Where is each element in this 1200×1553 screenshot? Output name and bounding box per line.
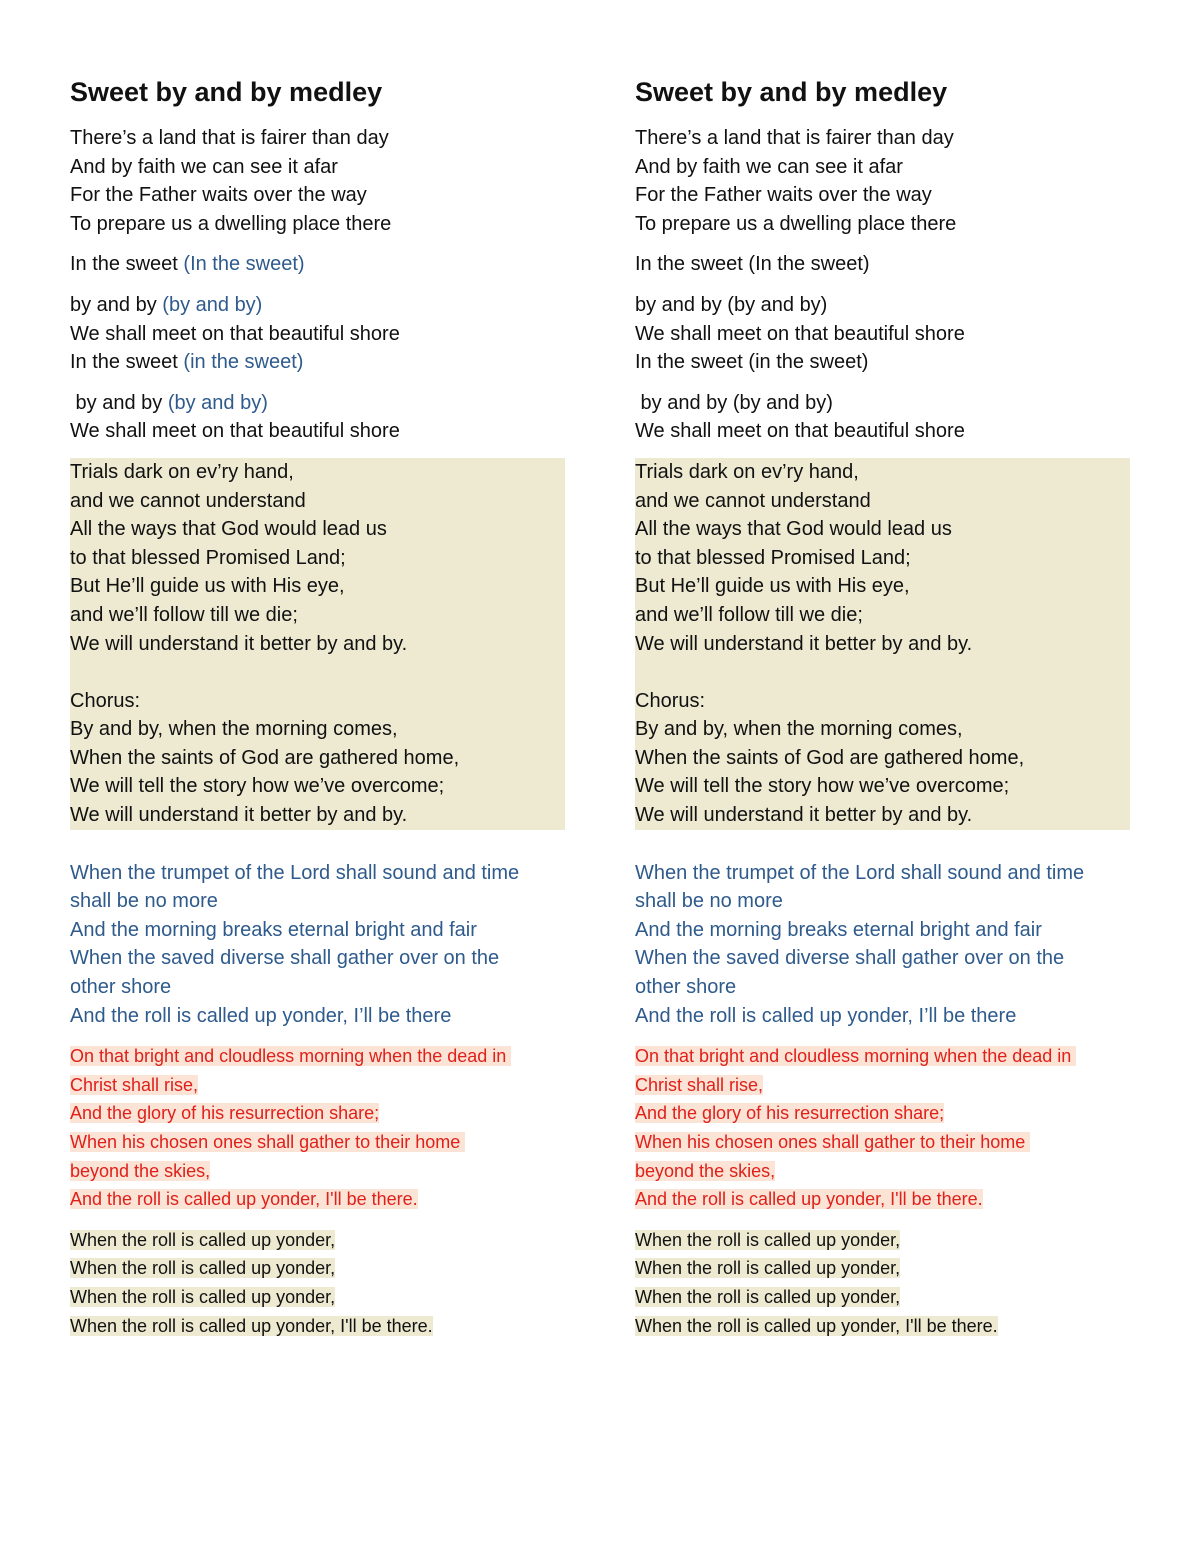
lyric-line: Trials dark on ev’ry hand,	[635, 460, 859, 483]
roll-chorus	[635, 1226, 1155, 1340]
lyric-line: We shall meet on that beautiful shore	[70, 322, 400, 345]
lyric-line: There’s a land that is fairer than day	[70, 127, 389, 149]
lyric-line: All the ways that God would lead us	[635, 518, 952, 541]
highlighted-text: When the roll is called up yonder,	[635, 1229, 901, 1250]
highlighted-text: When the roll is called up yonder,	[635, 1258, 901, 1279]
lyric-line	[70, 1071, 590, 1100]
roll-chorus	[70, 1226, 590, 1340]
lyric-line	[635, 291, 1155, 320]
lyric-line: and we cannot understand	[635, 489, 871, 512]
echo-text: (In the sweet)	[183, 253, 305, 276]
highlighted-text: When the roll is called up yonder,	[70, 1286, 336, 1307]
lyric-line	[70, 1128, 590, 1157]
lyric-line	[635, 1042, 1155, 1071]
song-title: Sweet by and by medley	[70, 77, 383, 107]
lyric-line: We will tell the story how we’ve overcome;	[635, 775, 1010, 798]
verse-land	[635, 124, 1155, 238]
morning-verse	[635, 1042, 1155, 1214]
lyric-line: We shall meet on that beautiful shore	[70, 420, 400, 443]
echo-text: (In the sweet)	[748, 253, 870, 276]
highlighted-text: And the glory of his resurrection share;	[70, 1103, 380, 1124]
song-title: Sweet by and by medley	[635, 77, 948, 107]
lyric-line	[70, 1185, 590, 1214]
lyric-line: When the trumpet of the Lord shall sound and time	[635, 861, 1085, 884]
echo-text: (by and by)	[167, 391, 268, 414]
highlighted-text: Christ shall rise,	[635, 1074, 764, 1095]
chorus-line-in-the-sweet	[70, 250, 590, 279]
trumpet-verse	[635, 859, 1155, 1031]
lyric-line	[70, 1312, 590, 1341]
blank-line	[635, 845, 1155, 859]
highlighted-text: Christ shall rise,	[70, 1074, 199, 1095]
lyric-line	[70, 1283, 590, 1312]
lyric-line: By and by, when the morning comes,	[635, 718, 963, 741]
highlighted-text: beyond the skies,	[635, 1160, 776, 1181]
lyric-line: and we’ll follow till we die;	[635, 603, 863, 626]
lyric-text: In the sweet	[635, 253, 749, 276]
lyric-line: When the saved diverse shall gather over on the	[70, 947, 500, 970]
lyric-line: We will understand it better by and by.	[635, 632, 973, 655]
lyric-line: We will understand it better by and by.	[70, 632, 408, 655]
lyric-line: to that blessed Promised Land;	[635, 546, 911, 569]
blank-line	[70, 658, 565, 687]
blank-line	[635, 658, 1130, 687]
lyric-line: other shore	[70, 976, 172, 999]
highlighted-text: When his chosen ones shall gather to their home	[635, 1132, 1031, 1152]
lyric-text: by and by	[70, 391, 168, 414]
lyric-line: We shall meet on that beautiful shore	[635, 420, 965, 443]
echo-text: (in the sweet)	[183, 351, 304, 374]
chorus-part-a	[635, 291, 1155, 377]
lyric-line: To prepare us a dwelling place there	[635, 212, 957, 235]
lyric-line: We shall meet on that beautiful shore	[635, 322, 965, 345]
lyric-line	[635, 1071, 1155, 1100]
highlighted-text: When the roll is called up yonder,	[635, 1286, 901, 1307]
lyric-line: Trials dark on ev’ry hand,	[70, 460, 294, 483]
highlighted-text: On that bright and cloudless morning when the dead in	[635, 1046, 1077, 1067]
highlighted-text: And the glory of his resurrection share;	[635, 1103, 945, 1124]
lyric-line	[70, 250, 590, 279]
lyric-line	[635, 1283, 1155, 1312]
chorus-part-a	[70, 291, 590, 377]
lyric-line: But He’ll guide us with His eye,	[635, 575, 910, 598]
lyric-line: And by faith we can see it afar	[635, 155, 903, 178]
lyric-line: When the trumpet of the Lord shall sound and time	[70, 861, 520, 884]
lyric-line: And by faith we can see it afar	[70, 155, 338, 178]
lyric-text: by and by	[635, 391, 733, 414]
trumpet-verse	[70, 859, 590, 1031]
highlighted-text: beyond the skies,	[70, 1160, 211, 1181]
lyric-line	[70, 1254, 590, 1283]
morning-verse	[70, 1042, 590, 1214]
lyric-line: And the roll is called up yonder, I’ll be there	[70, 1004, 452, 1027]
lyric-line: and we cannot understand	[70, 489, 306, 512]
lyric-line: And the roll is called up yonder, I’ll be there	[635, 1004, 1017, 1027]
lyric-line: other shore	[635, 976, 737, 999]
lyric-line: and we’ll follow till we die;	[70, 603, 298, 626]
lyric-line	[635, 1254, 1155, 1283]
lyric-line: to that blessed Promised Land;	[70, 546, 346, 569]
blank-line	[70, 845, 590, 859]
lyric-line	[70, 389, 590, 418]
lyric-line	[70, 291, 590, 320]
lyric-line: All the ways that God would lead us	[70, 518, 387, 541]
lyric-line: To prepare us a dwelling place there	[70, 212, 392, 235]
lyric-line	[635, 250, 1155, 279]
lyric-line: By and by, when the morning comes,	[70, 718, 398, 741]
highlighted-text: When the roll is called up yonder, I'll be there.	[70, 1315, 433, 1336]
lyrics-column-left	[70, 74, 590, 1352]
lyric-line: For the Father waits over the way	[635, 184, 932, 207]
echo-text: (in the sweet)	[748, 351, 869, 374]
highlighted-text: When his chosen ones shall gather to their home	[70, 1132, 466, 1152]
lyric-line	[635, 1099, 1155, 1128]
highlighted-text: When the roll is called up yonder,	[70, 1229, 336, 1250]
lyric-line: When the saints of God are gathered home,	[635, 746, 1025, 769]
lyric-line: When the saved diverse shall gather over on the	[635, 947, 1065, 970]
echo-text: (by and by)	[162, 293, 263, 316]
chorus-line-in-the-sweet	[635, 250, 1155, 279]
lyric-line: shall be no more	[70, 890, 218, 913]
verse-land	[70, 124, 590, 238]
chorus-label: Chorus:	[635, 689, 706, 712]
lyric-line: shall be no more	[635, 890, 783, 913]
lyric-line	[70, 1157, 590, 1186]
highlighted-text: On that bright and cloudless morning when the dead in	[70, 1046, 512, 1067]
lyric-text: by and by	[70, 293, 163, 316]
echo-text: (by and by)	[732, 391, 833, 414]
highlighted-text: When the roll is called up yonder, I'll be there.	[635, 1315, 998, 1336]
lyric-line	[635, 1128, 1155, 1157]
lyric-text: In the sweet	[70, 351, 184, 374]
chorus-part-b	[635, 389, 1155, 446]
lyric-line	[70, 1042, 590, 1071]
lyric-line: For the Father waits over the way	[70, 184, 367, 207]
lyric-line	[635, 389, 1155, 418]
lyrics-column-right	[635, 74, 1155, 1352]
chorus-label: Chorus:	[70, 689, 141, 712]
lyric-line	[635, 1157, 1155, 1186]
lyric-line	[635, 348, 1155, 377]
trials-section-highlight	[635, 458, 1130, 830]
lyric-line: And the morning breaks eternal bright and fair	[70, 918, 477, 941]
trials-section-highlight	[70, 458, 565, 830]
lyric-line	[70, 1226, 590, 1255]
lyric-line: We will understand it better by and by.	[635, 804, 973, 827]
highlighted-text: And the roll is called up yonder, I'll be there.	[635, 1189, 983, 1210]
lyric-line: There’s a land that is fairer than day	[635, 127, 954, 149]
lyric-line	[70, 348, 590, 377]
echo-text: (by and by)	[727, 293, 828, 316]
lyric-line: And the morning breaks eternal bright and fair	[635, 918, 1042, 941]
lyric-text: In the sweet	[70, 253, 184, 276]
lyric-text: In the sweet	[635, 351, 749, 374]
lyric-line: We will understand it better by and by.	[70, 804, 408, 827]
lyric-line: We will tell the story how we’ve overcome;	[70, 775, 445, 798]
lyric-text: by and by	[635, 293, 728, 316]
lyric-line	[635, 1312, 1155, 1341]
lyric-line	[70, 1099, 590, 1128]
lyric-line	[635, 1226, 1155, 1255]
lyric-line: But He’ll guide us with His eye,	[70, 575, 345, 598]
lyric-line: When the saints of God are gathered home,	[70, 746, 460, 769]
highlighted-text: When the roll is called up yonder,	[70, 1258, 336, 1279]
highlighted-text: And the roll is called up yonder, I'll be there.	[70, 1189, 418, 1210]
lyric-line	[635, 1185, 1155, 1214]
chorus-part-b	[70, 389, 590, 446]
